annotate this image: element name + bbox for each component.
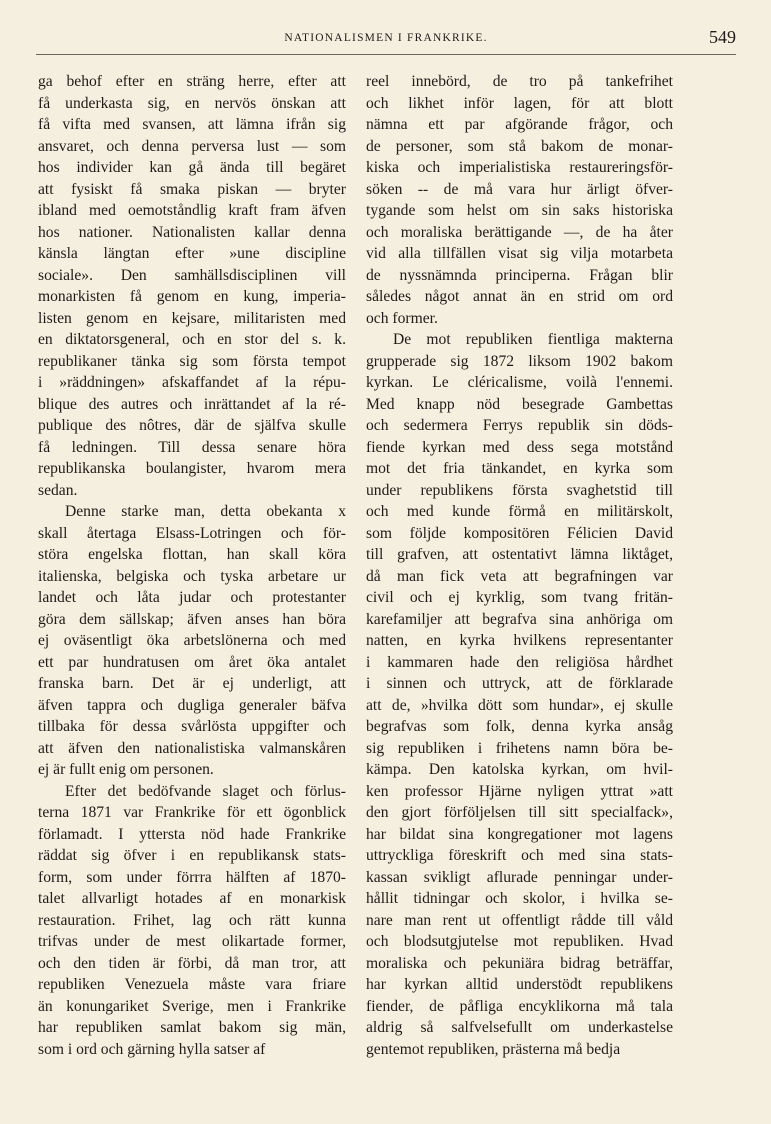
text-line: de personer, som stå bakom de monar- [366,137,673,155]
left-text-column [38,71,346,1060]
text-line: form, som under förrra hälften af 1870- [38,868,346,886]
text-line: i sinnen och uttryck, att de förklarade [366,675,673,692]
text-line: kiska och imperialistiska restaureringsför- [366,159,673,176]
text-line: monarkisten få genom en kung, imperia- [38,288,346,305]
text-line: republikanska boulangister, hvarom mera [38,460,346,477]
text-line: begrafvas som folk, denna kyrka ansåg [366,718,673,735]
text-line: tygande som helst om sin saks historiska [366,202,673,219]
text-line: har kyrkan alltid understödt republikens [366,976,673,993]
text-line: och likhet inför lagen, för att blott [366,94,673,112]
text-line: blique des autres och inrättandet af la ré- [38,395,346,413]
text-line: en diktatorsgeneral, och en stor del s. k. [38,331,346,348]
paragraph [366,71,673,329]
text-line: få underkasta sig, en nervös önskan att [38,94,346,112]
running-head-title: NATIONALISMEN I FRANKRIKE. [284,32,488,44]
paragraph [366,329,673,1060]
text-line: och former. [366,309,438,327]
text-line: än konungariket Sverige, men i Frankrike [38,997,346,1015]
text-line: publique des nôtres, där de själfva skulle [38,417,346,434]
paragraph [38,501,346,781]
text-line: kyrkan. Le cléricalisme, voilà l'ennemi. [366,374,673,391]
text-line: att äfven den nationalistiska valmanskåren [38,739,346,757]
text-line: således något annat än en strid om ord [366,288,673,305]
text-line: under republikens första svaghetstid till [366,481,673,499]
text-line: italienska, belgiska och tyska arbetare ur [38,567,346,585]
text-line: har republiken samlat bakom sig män, [38,1019,346,1036]
text-line: trifvas under de mest olikartade former, [38,933,346,950]
text-line: som i ord och gärning hylla satser af [38,1040,266,1058]
running-header [36,26,736,55]
text-line: kassan svikligt aflurade penningar under- [366,868,673,886]
text-line: i kammaren hade den religiösa hårdhet [366,653,673,671]
text-line: och den tiden är förbi, då man tror, att [38,954,346,972]
text-line: gentemot republiken, prästerna må bedja [366,1040,621,1058]
text-line: hållit tidningar och skolor, i hvilka se- [366,890,673,907]
text-line: i »räddningen» afskaffandet af la répu- [38,374,346,391]
text-line: De mot republiken fientliga makterna [393,331,673,348]
text-line: civil och ej kyrklig, som tvang fritän- [366,589,673,606]
text-line: uttryckliga föreskrift och med sina stats- [366,847,673,864]
text-line: känsla längtan efter »une discipline [38,245,346,262]
text-line: få vifta med svansen, att lämna ifrån sig [38,116,346,133]
text-line: Efter det bedöfvande slaget och förlus- [65,782,346,800]
text-line: Med knapp nöd besegrade Gambettas [366,395,673,413]
text-line: fiender, de påfliga encyklikorna må tala [366,997,673,1015]
text-line: karefamiljer att begrafva sina anhöriga om [366,610,673,628]
text-line: få ledningen. Till dessa senare höra [38,438,346,456]
text-line: sig republiken i frihetens namn böra be- [366,739,673,757]
text-line: ga behof efter en sträng herre, efter att [38,73,346,90]
text-line: och med kunde förmå en militärskolt, [366,503,673,520]
text-line: räddat sig öfver i en republikansk stats- [38,847,346,864]
text-line: nämna ett par afgörande frågor, och [366,116,673,133]
text-line: vid alla tillfällen visat sig vilja motarbeta [366,245,673,262]
text-line: franska barn. Det är ej underligt, att [38,675,346,692]
text-line: äfven tappra och dugliga generaler bäfva [38,696,346,714]
page-number: 549 [709,27,736,47]
text-line: republiken Venezuela måste vara friare [38,976,346,993]
text-line: hos individer kan gå ända till begäret [38,159,346,176]
text-line: republikaner tänka sig som första tempot [38,352,346,370]
text-line: moraliska och pekuniära bidrag beträffar, [366,954,673,972]
paragraph [38,71,346,501]
text-line: Denne starke man, detta obekanta x [65,503,346,520]
text-line: de nyssnämnda principerna. Frågan blir [366,266,673,284]
text-line: ibland med oemotståndlig kraft fram äfven [38,202,346,219]
text-line: nare man rent ut offentligt rådde till våld [366,911,673,929]
text-line: förlamadt. I yttersta nöd hade Frankrike [38,825,346,843]
text-line: reel innebörd, de tro på tankefrihet [366,73,673,90]
text-line: tillbaka för dessa svårlösta uppgifter och [38,718,346,735]
text-line: att de, »hvilka dött som hundar», ej skulle [366,696,673,714]
text-line: ken professor Hjärne nyligen yttrat »att [366,782,673,800]
text-line: har bildat sina kongregationer mot lagens [366,825,673,843]
text-line: och blodsutgjutelse mot republiken. Hvad [366,933,673,950]
text-line: till grafven, att ostentativt lämna liktåget, [366,546,673,563]
text-line: den gjort förföljelsen till sitt specialfack», [366,804,673,821]
text-line: hos nationer. Nationalisten kallar denna [38,223,346,241]
text-line: natten, en kyrka hvilkens representanter [366,632,673,649]
text-line: och sedermera Ferrys republik sin döds- [366,417,673,434]
text-line: ej oväsentligt öka arbetslönerna och med [38,632,346,649]
text-line: talet allvarligt hotades af en monarkisk [38,890,346,907]
text-line: ansvaret, och denna perversa lust — som [38,137,346,155]
text-line: då man fick veta att begrafningen var [366,567,673,585]
text-line: göra dem sällskap; äfven anses han böra [38,610,346,628]
text-line: restauration. Frihet, lag och rätt kunna [38,911,346,929]
text-line: kämpa. Den katolska kyrkan, om hvil- [366,761,673,778]
text-line: terna 1871 var Frankrike för ett ögonblick [38,804,346,821]
text-line: mot det fria tänkandet, en kyrka som [366,460,673,477]
text-line: listen genom en kejsare, militaristen med [38,309,346,327]
text-line: att fysiskt få smaka piskan — bryter [38,180,346,198]
text-line: aldrig så salfvelsefullt om underkastelse [366,1019,673,1036]
text-line: ett par hundratusen om året öka antalet [38,653,346,671]
text-line: skall återtaga Elsass-Lotringen och för- [38,524,346,542]
text-line: landet och låta judar och protestanter [38,589,346,606]
text-line: som följde kompositören Félicien David [366,524,673,542]
text-line: sociale». Den samhällsdisciplinen vill [38,266,346,284]
text-line: störa engelska flottan, han skall köra [38,546,346,563]
text-line: och moraliska berättigande —, de ha åter [366,223,673,241]
right-text-column [366,71,673,1060]
text-line: söken -- de må vara hur ärligt öfver- [366,180,673,198]
text-line: grupperade sig 1872 liksom 1902 bakom [366,352,673,370]
text-line: fiende kyrkan med dess sega motstånd [366,438,673,456]
text-line: sedan. [38,481,78,499]
text-line: ej är fullt enig om personen. [38,761,214,778]
paragraph [38,781,346,1061]
